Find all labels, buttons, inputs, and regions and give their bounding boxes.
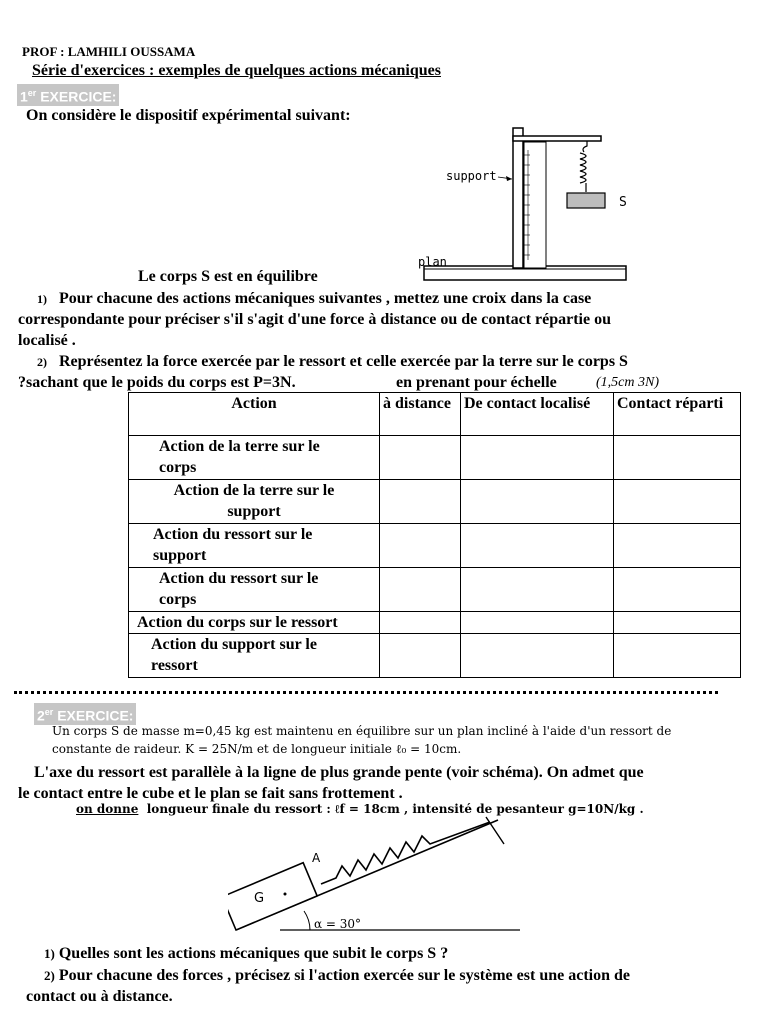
prof-name: PROF : LAMHILI OUSSAMA — [22, 44, 196, 59]
center-dot — [284, 893, 287, 896]
alpha-label: α = 30° — [314, 917, 362, 931]
row-label: Action de la terre sur le corps — [129, 436, 380, 480]
cell-localise[interactable] — [461, 634, 614, 678]
cell-reparti[interactable] — [614, 524, 741, 568]
cell-distance[interactable] — [380, 634, 461, 678]
table-row — [129, 634, 741, 678]
cell-localise[interactable] — [461, 524, 614, 568]
cell-reparti[interactable] — [614, 568, 741, 612]
equilibrium-text: Le corps S est en équilibre — [138, 268, 318, 285]
row-label: Action du ressort sur le support — [129, 524, 380, 568]
q2-line-2: ?sachant que le poids du corps est P=3N. — [18, 374, 296, 391]
spring-zigzag — [321, 822, 490, 884]
mass-s — [567, 193, 605, 208]
exercise-2-badge: 2er EXERCICE: — [34, 703, 136, 725]
cell-localise[interactable] — [461, 436, 614, 480]
spring-stand-diagram — [410, 120, 640, 285]
inclined-plane-diagram — [228, 812, 528, 937]
spring — [580, 153, 586, 183]
a-label: A — [312, 851, 321, 865]
ex2-axis-line-1: L'axe du ressort est parallèle à la ligne de plus grande pente (voir schéma). On admet que — [34, 764, 644, 781]
ex2-statement-line-1: Un corps S de masse m=0,45 kg est maintenu en équilibre sur un plan incliné à l'aide d'un ressort de — [52, 724, 672, 738]
table-row — [129, 436, 741, 480]
q1-line-2: correspondante pour préciser s'il s'agit d'une force à distance ou de contact répartie ou — [18, 311, 611, 328]
cell-localise[interactable] — [461, 480, 614, 524]
table-row — [129, 568, 741, 612]
plan-label: plan — [418, 255, 447, 269]
ex2-given-data: on donne longueur finale du ressort : ℓf = 18cm , intensité de pesanteur g=10N/kg . — [76, 802, 644, 816]
block-g — [228, 863, 317, 930]
cell-reparti[interactable] — [614, 436, 741, 480]
s-label: S — [619, 195, 627, 210]
cell-reparti[interactable] — [614, 612, 741, 634]
actions-table — [128, 392, 741, 678]
ex2-statement-line-2: constante de raideur. K = 25N/m et de longueur initiale ℓ₀ = 10cm. — [52, 742, 462, 756]
header-distance: à distance — [380, 393, 461, 436]
q2-scale-value: (1,5cm 3N) — [596, 375, 659, 390]
section-separator — [14, 691, 718, 694]
cell-distance[interactable] — [380, 436, 461, 480]
table-row — [129, 480, 741, 524]
row-label: Action du corps sur le ressort — [129, 612, 380, 634]
row-label: Action du ressort sur le corps — [129, 568, 380, 612]
header-action: Action — [129, 393, 380, 436]
cell-reparti[interactable] — [614, 480, 741, 524]
top-arm — [513, 136, 601, 141]
exercise-1-badge: 1er EXERCICE: — [17, 84, 119, 106]
table-row — [129, 612, 741, 634]
ex2-q2-line-2: contact ou à distance. — [26, 988, 173, 1005]
row-label: Action du support sur le ressort — [129, 634, 380, 678]
cell-localise[interactable] — [461, 612, 614, 634]
series-title: Série d'exercices : exemples de quelques actions mécaniques — [32, 62, 441, 79]
header-contact-reparti: Contact réparti — [614, 393, 741, 436]
cell-distance[interactable] — [380, 612, 461, 634]
header-contact-localise: De contact localisé — [461, 393, 614, 436]
table-row — [129, 524, 741, 568]
stand-rod — [513, 128, 523, 268]
row-label: Action de la terre sur le support — [129, 480, 380, 524]
cell-localise[interactable] — [461, 568, 614, 612]
q1-line-3: localisé . — [18, 332, 76, 349]
ex2-axis-line-2: le contact entre le cube et le plan se fait sans frottement . — [18, 785, 403, 802]
q2-line-1: 2) Représentez la force exercée par le ressort et celle exercée par la terre sur le corps S — [37, 353, 628, 370]
q1-line-1: 1) Pour chacune des actions mécaniques suivantes , mettez une croix dans la case — [37, 290, 592, 307]
exercise-1-intro: On considère le dispositif expérimental suivant: — [26, 107, 351, 124]
support-label: support — [446, 169, 497, 183]
cell-distance[interactable] — [380, 568, 461, 612]
cell-distance[interactable] — [380, 524, 461, 568]
ex2-q2-line-1: 2) Pour chacune des forces , précisez si l'action exercée sur le système est une action de — [44, 967, 630, 984]
ex2-q1: 1) Quelles sont les actions mécaniques que subit le corps S ? — [44, 945, 449, 962]
cell-reparti[interactable] — [614, 634, 741, 678]
q2-scale-text: en prenant pour échelle — [396, 374, 557, 391]
g-label: G — [254, 891, 265, 906]
cell-distance[interactable] — [380, 480, 461, 524]
